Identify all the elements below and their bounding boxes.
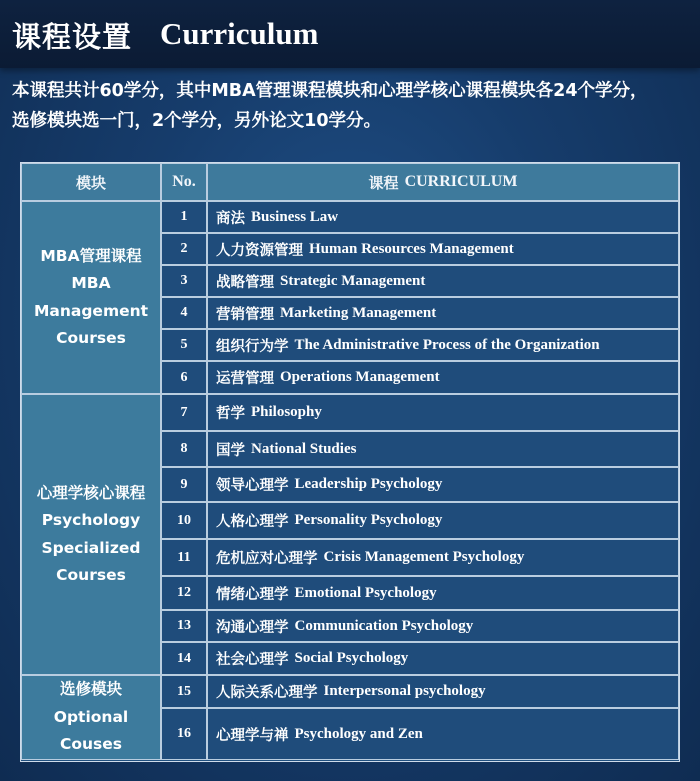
course-row	[207, 708, 679, 760]
intro-line-1: 本课程共计60学分，其中MBA管理课程模块和心理学核心课程模块各24个学分，	[12, 81, 648, 101]
course-number	[161, 265, 207, 297]
course-name-cn: 国学	[216, 442, 245, 459]
course-row	[207, 610, 679, 642]
course-name-en: The Administrative Process of the Organization	[294, 336, 600, 353]
course-name-en: Marketing Management	[280, 304, 437, 321]
course-name-en: National Studies	[251, 440, 357, 457]
course-name-cn: 社会心理学	[216, 652, 289, 668]
course-number-value: 1	[180, 209, 188, 224]
course-number	[161, 576, 207, 610]
course-number-value: 13	[177, 618, 191, 633]
module-label-line: Management	[33, 301, 149, 320]
course-number	[161, 233, 207, 265]
intro-text	[12, 76, 692, 136]
course-row	[207, 297, 679, 329]
course-name-cn: 营销管理	[216, 306, 274, 323]
course-number-value: 4	[180, 305, 188, 320]
module-cell	[21, 201, 161, 394]
course-number-value: 5	[180, 337, 188, 352]
module-cell	[21, 394, 161, 675]
course-name-cn: 商法	[216, 210, 245, 227]
course-name-en: Philosophy	[251, 404, 322, 420]
course-row	[207, 394, 679, 431]
course-name-en: Personality Psychology	[294, 512, 443, 528]
course-name-en: Psychology and Zen	[294, 725, 423, 742]
header-course-en: CURRICULUM	[404, 173, 518, 190]
course-number	[161, 467, 207, 502]
course-row	[207, 201, 679, 233]
course-number-value: 8	[180, 441, 188, 456]
course-number-value: 14	[177, 650, 191, 666]
course-number	[161, 201, 207, 233]
course-number-value: 12	[177, 585, 191, 600]
course-name-en: Communication Psychology	[294, 617, 474, 634]
module-cell	[21, 675, 161, 760]
course-name-cn: 哲学	[216, 406, 245, 422]
course-name-en: Interpersonal psychology	[323, 683, 486, 699]
header-course-cn: 课程	[368, 173, 399, 192]
course-name-en: Strategic Management	[280, 272, 426, 289]
module-label-line: Specialized	[41, 538, 141, 557]
course-number	[161, 394, 207, 431]
module-label-line: Optional	[53, 707, 129, 726]
header-no	[161, 163, 207, 201]
course-name-cn: 危机应对心理学	[216, 551, 318, 567]
intro-line-2: 选修模块选一门，2个学分，另外论文10学分。	[12, 111, 382, 131]
header-module	[21, 163, 161, 201]
module-label-line: Courses	[56, 566, 126, 584]
course-number	[161, 431, 207, 467]
course-name-cn: 人格心理学	[216, 514, 289, 530]
course-row	[207, 265, 679, 297]
module-label-line: 心理学核心课程	[36, 483, 146, 502]
module-label-line: Couses	[59, 735, 123, 754]
course-number-value: 16	[177, 726, 191, 741]
course-number-value: 2	[180, 241, 188, 256]
course-name-cn: 运营管理	[216, 371, 274, 387]
course-row	[207, 329, 679, 361]
course-name-en: Crisis Management Psychology	[323, 549, 525, 565]
page-title-cn: 课程设置	[12, 20, 133, 54]
course-name-cn: 组织行为学	[216, 338, 289, 355]
course-name-cn: 沟通心理学	[216, 619, 289, 636]
course-name-en: Business Law	[251, 208, 339, 225]
course-number	[161, 642, 207, 675]
module-label-line: Courses	[56, 329, 126, 347]
title-bar	[0, 0, 700, 68]
course-row	[207, 467, 679, 502]
course-row	[207, 675, 679, 708]
course-number	[161, 610, 207, 642]
course-number-value: 3	[180, 273, 188, 288]
course-number-value: 7	[180, 404, 188, 420]
course-row	[207, 502, 679, 539]
module-label-line: Psychology	[41, 511, 141, 529]
course-number-value: 11	[177, 549, 191, 565]
course-name-cn: 人际关系心理学	[216, 685, 318, 701]
course-row	[207, 576, 679, 610]
course-row	[207, 361, 679, 394]
course-row	[207, 233, 679, 265]
course-number	[161, 297, 207, 329]
course-number	[161, 708, 207, 760]
course-name-cn: 战略管理	[216, 274, 274, 291]
module-label-line: 选修模块	[59, 680, 122, 699]
course-number-value: 10	[177, 512, 191, 528]
course-number	[161, 329, 207, 361]
course-name-cn: 心理学与禅	[216, 727, 289, 744]
course-name-en: Social Psychology	[294, 650, 409, 666]
course-number	[161, 361, 207, 394]
course-row	[207, 431, 679, 467]
module-label-line: MBA管理课程	[40, 246, 142, 265]
course-name-en: Human Resources Management	[309, 240, 514, 257]
module-label-line: MBA	[71, 274, 111, 292]
course-name-en: Operations Management	[280, 369, 440, 385]
course-name-en: Leadership Psychology	[294, 476, 443, 492]
course-number-value: 6	[180, 369, 188, 385]
course-number-value: 15	[177, 683, 191, 699]
course-number-value: 9	[180, 476, 188, 492]
curriculum-table	[20, 162, 680, 762]
page-title-en: Curriculum	[160, 16, 319, 51]
course-number	[161, 675, 207, 708]
course-name-cn: 领导心理学	[216, 478, 289, 494]
header-module-label: 模块	[75, 173, 106, 192]
course-name-en: Emotional Psychology	[294, 584, 437, 601]
course-row	[207, 642, 679, 675]
course-number	[161, 539, 207, 576]
header-no-label: No.	[172, 173, 196, 190]
course-name-cn: 人力资源管理	[216, 242, 303, 259]
course-row	[207, 539, 679, 576]
course-name-cn: 情绪心理学	[216, 586, 289, 603]
course-number	[161, 502, 207, 539]
header-course	[207, 163, 679, 201]
